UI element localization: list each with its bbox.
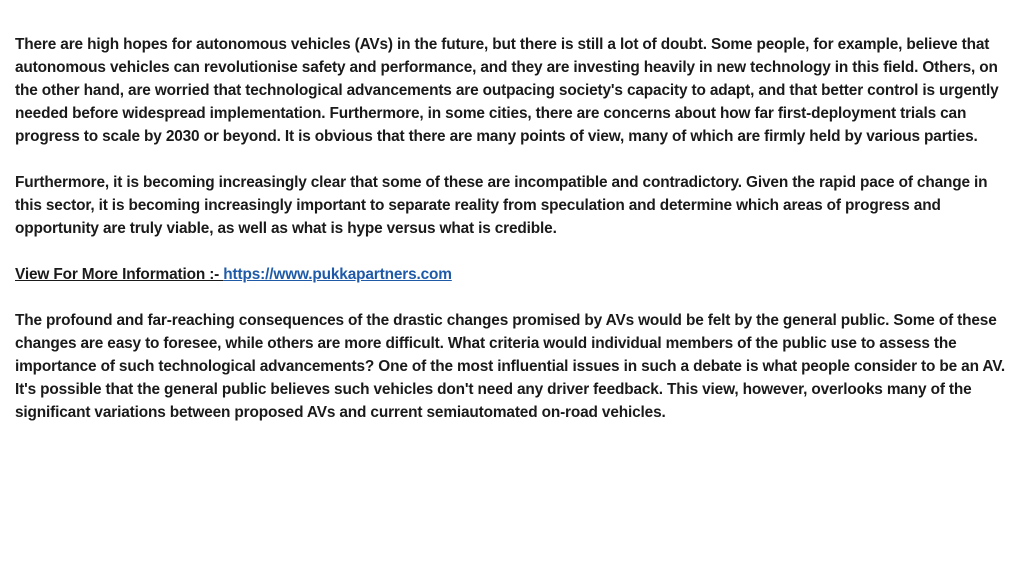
- document-body: [15, 33, 1017, 424]
- paragraph-spacer: [15, 286, 1017, 309]
- more-info-line: [15, 263, 1017, 286]
- paragraph-consequences: The profound and far-reaching consequences of the drastic changes promised by AVs would be felt by the general public. Some of these changes are easy to foresee, while others are more difficult. What criteria would individual members of the public use to assess the importance of such technological advancements? One of the most influential issues in such a debate is what people consider to be an AV. It's possible that the general public believes such vehicles don't need any driver feedback. This view, however, overlooks many of the significant variations between proposed AVs and current semiautomated on-road vehicles.: [15, 312, 1006, 421]
- more-info-label: View For More Information :-: [15, 266, 224, 283]
- more-info-link[interactable]: https://www.pukkapartners.com: [223, 266, 452, 283]
- paragraph-contradictions: Furthermore, it is becoming increasingly clear that some of these are incompatible and contradictory. Given the rapid pace of change in this sector, it is becoming increasingly important to separate reality from speculation and determine which areas of progress and opportunity are truly viable, as well as what is hype versus what is credible.: [15, 174, 988, 237]
- paragraph-spacer: [15, 240, 1017, 263]
- paragraph-spacer: [15, 148, 1017, 171]
- paragraph-intro: There are high hopes for autonomous vehicles (AVs) in the future, but there is still a lot of doubt. Some people, for example, believe that autonomous vehicles can revolutionise safety and performance, and they are investing heavily in new technology in this field. Others, on the other hand, are worried that technological advancements are outpacing society's capacity to adapt, and that better control is urgently needed before widespread implementation. Furthermore, in some cities, there are concerns about how far first-deployment trials can progress to scale by 2030 or beyond. It is obvious that there are many points of view, many of which are firmly held by various parties.: [15, 36, 999, 145]
